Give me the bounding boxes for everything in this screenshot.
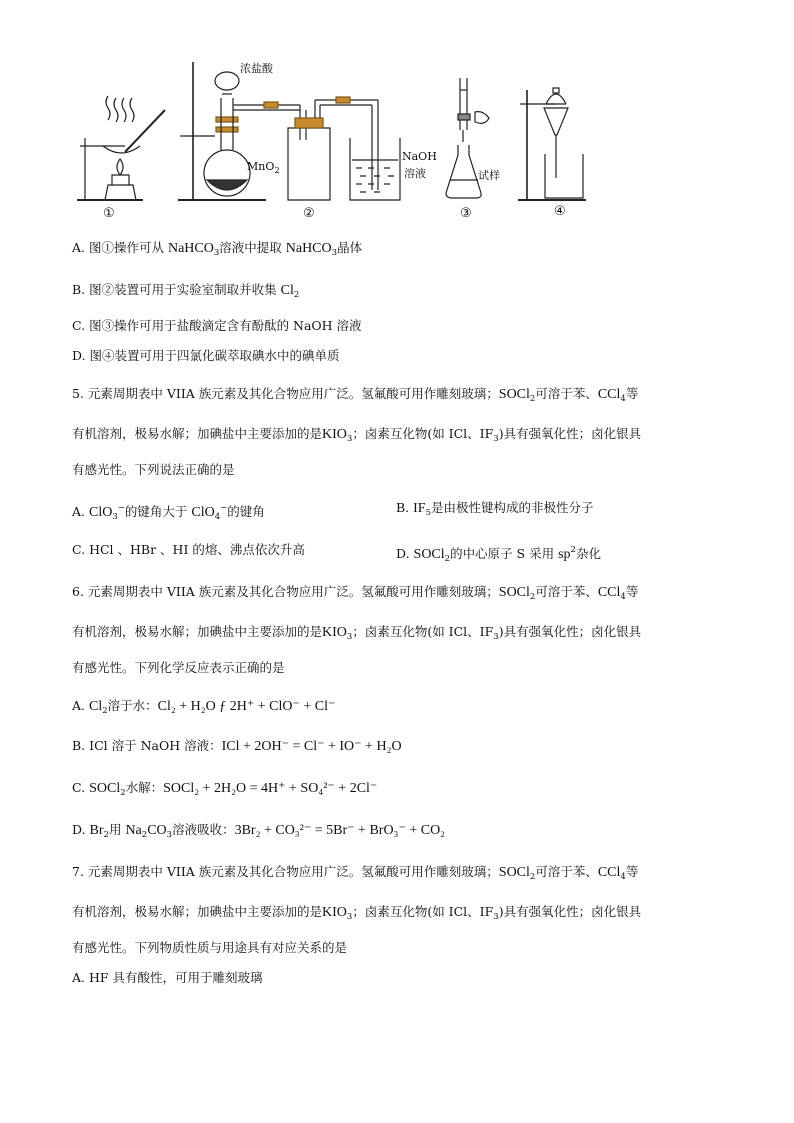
q5-stem-line1: 5. 元素周期表中 VIIA 族元素及其化合物应用广泛。氢氟酸可用作雕刻玻璃；SOCl$_2$可溶于苯、CCl$_4$等 (72, 386, 639, 404)
q4-option-d: D. 图④装置可用于四氯化碳萃取碘水中的碘单质 (72, 348, 340, 363)
q6-option-d: D. $Br_2$用 $Na_2CO_3$溶液吸收：3Br₂ + CO₃²⁻ = 5Br⁻ + BrO₃⁻ + CO₂ (72, 822, 446, 840)
q7-stem-line2: 有机溶剂，极易水解；加碘盐中主要添加的是$KIO_3$；卤素互化物(如 ICl、$IF_3$)具有强氧化性；卤化银具 (72, 904, 642, 922)
q4-option-b: B. 图②装置可用于实验室制取并收集 $Cl_2$ (72, 282, 300, 300)
apparatus-figure (0, 0, 794, 232)
q5-option-b: B. $IF_5$是由极性键构成的非极性分子 (396, 500, 594, 518)
reagent-label-mno2: MnO$_2$ (247, 160, 280, 176)
q6-option-c: C. SOCl$_2$水解：SOCl₂ + 2H₂O = 4H⁺ + SO₄²⁻ + 2Cl⁻ (72, 780, 378, 798)
chlorine-generator-setup (178, 62, 400, 200)
beaker-label-naoh: NaOH (402, 150, 437, 163)
q7-stem-line1: 7. 元素周期表中 VIIA 族元素及其化合物应用广泛。氢氟酸可用作雕刻玻璃；SOCl$_2$可溶于苯、CCl$_4$等 (72, 864, 639, 882)
q7-stem-line3: 有感光性。下列物质性质与用途具有对应关系的是 (72, 940, 348, 955)
figure-number-4: ④ (554, 204, 566, 219)
q6-stem-line2: 有机溶剂，极易水解；加碘盐中主要添加的是$KIO_3$；卤素互化物(如 ICl、$IF_3$)具有强氧化性；卤化银具 (72, 624, 642, 642)
q6-option-a: A. $Cl_2$溶于水：Cl₂ + H₂O ƒ 2H⁺ + ClO⁻ + Cl⁻ (72, 698, 336, 716)
apparatus-drawing (0, 0, 794, 232)
q5-stem-line2: 有机溶剂，极易水解；加碘盐中主要添加的是$KIO_3$；卤素互化物(如 ICl、$IF_3$)具有强氧化性；卤化银具 (72, 426, 642, 444)
q4-option-a: A. 图①操作可从 NaHCO$_3$溶液中提取 NaHCO$_3$晶体 (72, 240, 363, 258)
q5-option-c: C. HCl 、HBr 、HI 的熔、沸点依次升高 (72, 542, 305, 557)
figure-number-2: ② (303, 206, 315, 221)
reagent-label-hcl: 浓盐酸 (240, 62, 273, 75)
evaporating-dish-setup (77, 96, 165, 200)
q4-option-c: C. 图③操作可用于盐酸滴定含有酚酞的 NaOH 溶液 (72, 318, 362, 333)
sample-label: 试样 (478, 169, 500, 182)
q6-stem-line1: 6. 元素周期表中 VIIA 族元素及其化合物应用广泛。氢氟酸可用作雕刻玻璃；SOCl$_2$可溶于苯、CCl$_4$等 (72, 584, 639, 602)
q6-option-b: B. ICl 溶于 NaOH 溶液：ICl + 2OH⁻ = Cl⁻ + IO⁻ + H₂O (72, 738, 402, 754)
q5-option-a: A. ClO$_3$−的键角大于 ClO$_4$−的键角 (72, 503, 265, 522)
figure-number-1: ① (103, 206, 115, 221)
separatory-funnel-setup (518, 88, 586, 200)
q5-option-d: D. SOCl$_2$的中心原子 S 采用 $sp^2$杂化 (396, 545, 601, 564)
q5-stem-line3: 有感光性。下列说法正确的是 (72, 462, 235, 477)
q7-option-a: A. HF 具有酸性，可用于雕刻玻璃 (72, 970, 263, 985)
beaker-label-solution: 溶液 (404, 167, 426, 180)
figure-number-3: ③ (460, 206, 472, 221)
q6-stem-line3: 有感光性。下列化学反应表示正确的是 (72, 660, 285, 675)
